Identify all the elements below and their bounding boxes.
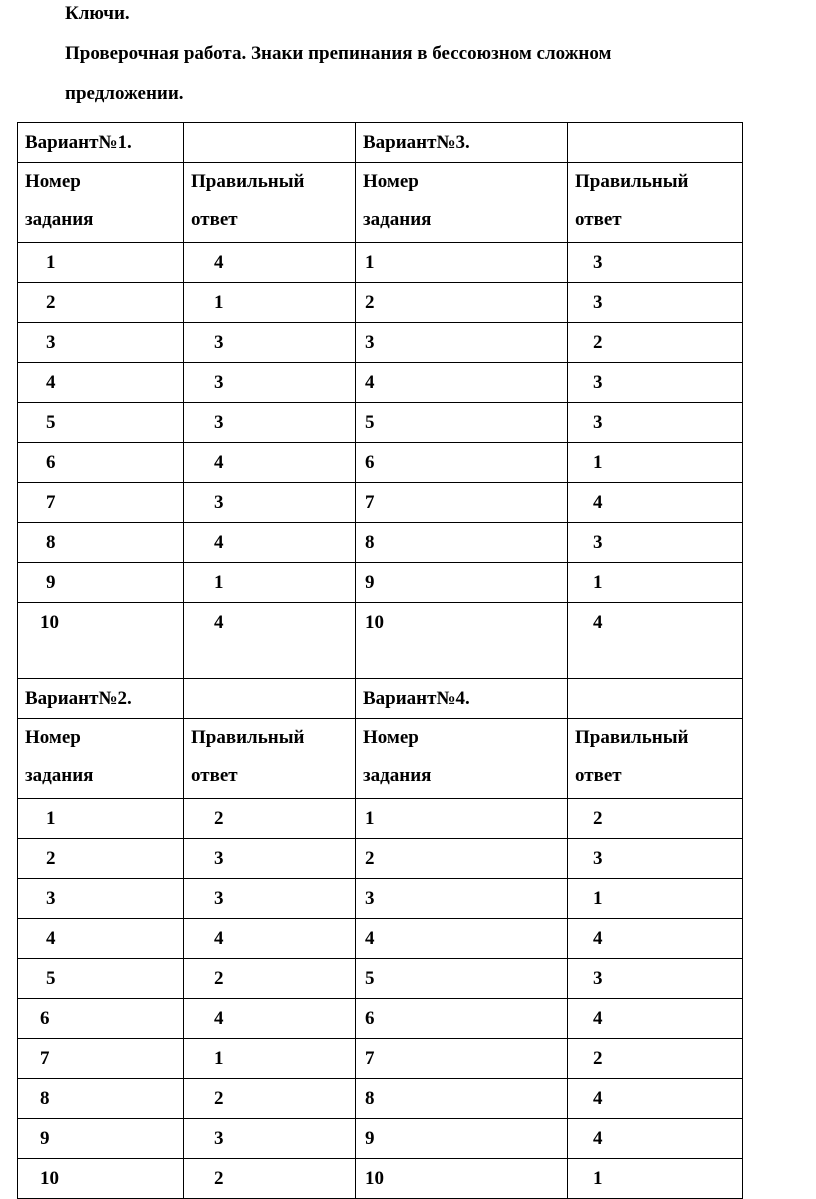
work-title-line-1: Проверочная работа. Знаки препинания в бессоюзном сложном xyxy=(65,43,612,64)
answer-cell: 1 xyxy=(184,283,356,323)
header-task-number-line-2: задания xyxy=(363,765,432,786)
table-row xyxy=(18,403,743,443)
answer-cell: 1 xyxy=(568,563,743,603)
task-number-cell: 3 xyxy=(18,879,184,919)
task-number-cell: 1 xyxy=(18,799,184,839)
header-correct-answer-line-1: Правильный xyxy=(575,171,689,192)
task-number-cell: 10 xyxy=(18,1159,184,1199)
answer-cell: 3 xyxy=(568,243,743,283)
column-header-row xyxy=(18,719,743,799)
answer-cell: 3 xyxy=(184,839,356,879)
task-number-cell: 5 xyxy=(356,959,568,999)
answer-cell: 3 xyxy=(184,363,356,403)
table-row xyxy=(18,1159,743,1199)
header-correct-answer-line-2: ответ xyxy=(191,765,238,786)
task-number-cell: 2 xyxy=(18,283,184,323)
header-correct-answer-line-1: Правильный xyxy=(191,727,305,748)
table-row xyxy=(18,363,743,403)
header-correct-answer xyxy=(568,163,743,243)
answer-cell: 3 xyxy=(568,283,743,323)
task-number-cell: 3 xyxy=(356,323,568,363)
task-number-cell: 6 xyxy=(18,999,184,1039)
table-row xyxy=(18,799,743,839)
task-number-cell: 9 xyxy=(18,1119,184,1159)
task-number-cell: 7 xyxy=(356,1039,568,1079)
task-number-cell: 5 xyxy=(356,403,568,443)
answer-cell: 2 xyxy=(184,1159,356,1199)
answer-cell: 4 xyxy=(568,603,743,679)
task-number-cell: 1 xyxy=(18,243,184,283)
answer-cell: 1 xyxy=(568,879,743,919)
header-task-number-line-1: Номер xyxy=(363,171,419,192)
variant-left-label: Вариант№1. xyxy=(18,123,184,163)
answer-cell: 4 xyxy=(184,443,356,483)
task-number-cell: 10 xyxy=(356,1159,568,1199)
variant-left-label: Вариант№2. xyxy=(18,679,184,719)
work-title-line-2: предложении. xyxy=(65,83,184,104)
header-task-number-line-2: задания xyxy=(363,209,432,230)
task-number-cell: 4 xyxy=(18,363,184,403)
empty-cell xyxy=(568,679,743,719)
answer-cell: 2 xyxy=(184,1079,356,1119)
empty-cell xyxy=(568,123,743,163)
task-number-cell: 6 xyxy=(356,443,568,483)
answer-cell: 3 xyxy=(568,839,743,879)
table-row xyxy=(18,999,743,1039)
task-number-cell: 5 xyxy=(18,959,184,999)
answer-cell: 4 xyxy=(568,483,743,523)
task-number-cell: 3 xyxy=(356,879,568,919)
task-number-cell: 9 xyxy=(356,563,568,603)
answer-cell: 4 xyxy=(184,523,356,563)
task-number-cell: 1 xyxy=(356,243,568,283)
answer-cell: 4 xyxy=(568,1079,743,1119)
answer-cell: 3 xyxy=(184,879,356,919)
task-number-cell: 4 xyxy=(356,363,568,403)
table-row xyxy=(18,959,743,999)
answer-cell: 2 xyxy=(568,323,743,363)
header-correct-answer-line-2: ответ xyxy=(575,765,622,786)
answer-cell: 4 xyxy=(184,243,356,283)
table-row xyxy=(18,563,743,603)
answer-cell: 4 xyxy=(184,919,356,959)
table-row xyxy=(18,243,743,283)
task-number-cell: 4 xyxy=(356,919,568,959)
header-task-number xyxy=(356,719,568,799)
answer-cell: 3 xyxy=(184,403,356,443)
answer-cell: 4 xyxy=(568,999,743,1039)
table-row xyxy=(18,839,743,879)
table-row xyxy=(18,483,743,523)
task-number-cell: 2 xyxy=(356,283,568,323)
table-row xyxy=(18,1039,743,1079)
task-number-cell: 7 xyxy=(18,1039,184,1079)
task-number-cell: 8 xyxy=(356,523,568,563)
header-task-number xyxy=(18,719,184,799)
header-task-number-line-1: Номер xyxy=(25,171,81,192)
task-number-cell: 6 xyxy=(356,999,568,1039)
table-row xyxy=(18,879,743,919)
header-correct-answer xyxy=(184,719,356,799)
task-number-cell: 9 xyxy=(356,1119,568,1159)
answer-cell: 4 xyxy=(184,999,356,1039)
answer-cell: 4 xyxy=(568,1119,743,1159)
task-number-cell: 9 xyxy=(18,563,184,603)
header-task-number xyxy=(356,163,568,243)
table-row xyxy=(18,603,743,679)
header-correct-answer-line-1: Правильный xyxy=(575,727,689,748)
answer-cell: 3 xyxy=(184,483,356,523)
answer-cell: 3 xyxy=(568,523,743,563)
task-number-cell: 10 xyxy=(356,603,568,679)
answer-cell: 3 xyxy=(184,323,356,363)
task-number-cell: 6 xyxy=(18,443,184,483)
answer-cell: 2 xyxy=(184,799,356,839)
answer-cell: 3 xyxy=(568,403,743,443)
table-row xyxy=(18,283,743,323)
answer-cell: 1 xyxy=(184,1039,356,1079)
column-header-row xyxy=(18,163,743,243)
answer-cell: 1 xyxy=(568,1159,743,1199)
header-correct-answer-line-2: ответ xyxy=(575,209,622,230)
answer-cell: 4 xyxy=(184,603,356,679)
task-number-cell: 2 xyxy=(18,839,184,879)
variant-right-label: Вариант№3. xyxy=(356,123,568,163)
table-row xyxy=(18,1079,743,1119)
header-correct-answer xyxy=(184,163,356,243)
table-row xyxy=(18,919,743,959)
answer-cell: 2 xyxy=(568,1039,743,1079)
task-number-cell: 8 xyxy=(356,1079,568,1119)
variant-row xyxy=(18,679,743,719)
task-number-cell: 8 xyxy=(18,1079,184,1119)
answer-cell: 3 xyxy=(568,959,743,999)
header-correct-answer xyxy=(568,719,743,799)
table-row xyxy=(18,323,743,363)
keys-title: Ключи. xyxy=(65,3,130,24)
empty-cell xyxy=(184,123,356,163)
empty-cell xyxy=(184,679,356,719)
variant-right-label: Вариант№4. xyxy=(356,679,568,719)
header-task-number xyxy=(18,163,184,243)
header-task-number-line-2: задания xyxy=(25,209,94,230)
task-number-cell: 8 xyxy=(18,523,184,563)
table-row xyxy=(18,1119,743,1159)
task-number-cell: 1 xyxy=(356,799,568,839)
answer-cell: 1 xyxy=(568,443,743,483)
header-task-number-line-1: Номер xyxy=(363,727,419,748)
task-number-cell: 10 xyxy=(18,603,184,679)
task-number-cell: 4 xyxy=(18,919,184,959)
task-number-cell: 7 xyxy=(356,483,568,523)
header-task-number-line-1: Номер xyxy=(25,727,81,748)
header-correct-answer-line-2: ответ xyxy=(191,209,238,230)
variant-row xyxy=(18,123,743,163)
answer-cell: 3 xyxy=(184,1119,356,1159)
answer-cell: 4 xyxy=(568,919,743,959)
answer-key-table xyxy=(17,122,743,1199)
answer-cell: 2 xyxy=(568,799,743,839)
answer-cell: 2 xyxy=(184,959,356,999)
task-number-cell: 5 xyxy=(18,403,184,443)
table-row xyxy=(18,443,743,483)
answer-cell: 1 xyxy=(184,563,356,603)
header-task-number-line-2: задания xyxy=(25,765,94,786)
task-number-cell: 3 xyxy=(18,323,184,363)
answer-cell: 3 xyxy=(568,363,743,403)
table-row xyxy=(18,523,743,563)
task-number-cell: 2 xyxy=(356,839,568,879)
task-number-cell: 7 xyxy=(18,483,184,523)
header-correct-answer-line-1: Правильный xyxy=(191,171,305,192)
